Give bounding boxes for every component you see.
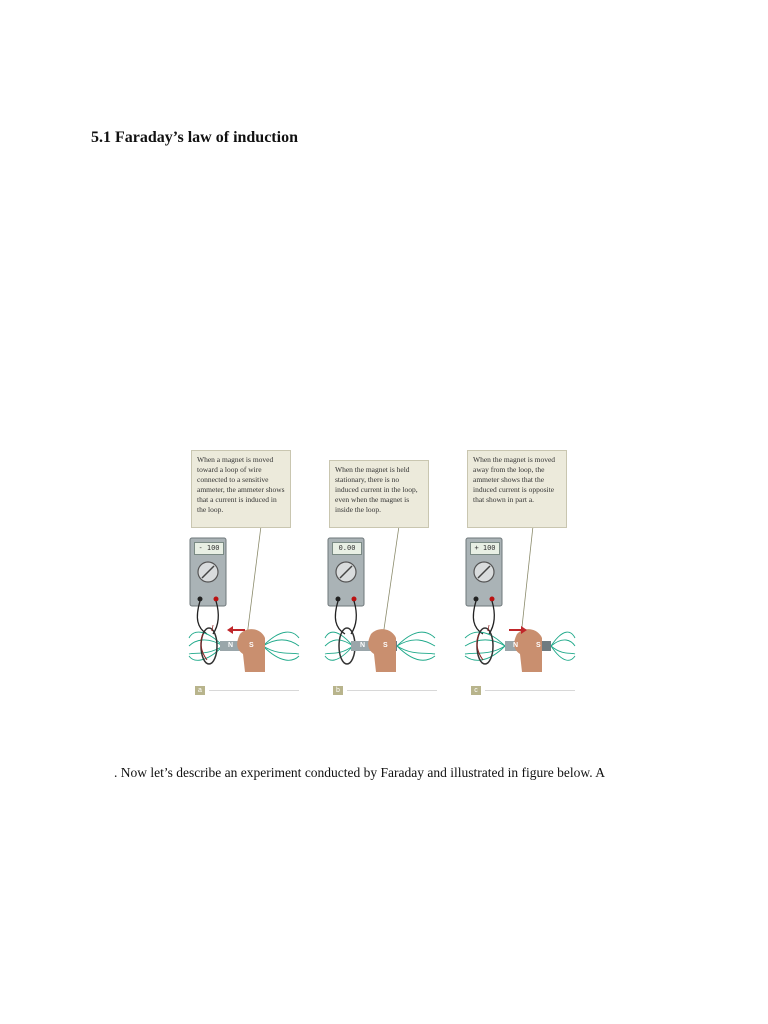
body-paragraph: . Now let’s describe an experiment conducted by Faraday and illustrated in figure below. A [114,765,605,780]
panel-c-north-pole: N [513,642,519,649]
panel-c-part-label: c [471,686,481,695]
faraday-figure [185,448,585,700]
figure-panel-a [185,448,309,700]
panel-b-callout: When the magnet is held stationary, there is no induced current in the loop, even when the magnet is inside the loop. [329,460,429,528]
panel-b-rule [347,690,437,691]
panel-c-meter-display: + 100 [470,542,500,555]
panel-a-current-label: I [211,624,214,633]
panel-b-north-pole: N [360,642,366,649]
panel-c-callout: When the magnet is moved away from the loop, the ammeter shows that the induced current is opposite that shown in part a. [467,450,567,528]
panel-b-south-pole: S [383,642,388,649]
section-heading: 5.1 Faraday’s law of induction [91,129,298,146]
figure-panel-c [461,448,585,700]
panel-a-north-pole: N [228,642,234,649]
panel-a-rule [209,690,299,691]
panel-c-south-pole: S [536,642,541,649]
panel-b-meter-display: 0.00 [332,542,362,555]
panel-c-rule [485,690,575,691]
panel-c-current-label: I [487,624,490,633]
panel-a-south-pole: S [249,642,254,649]
panel-a-meter-display: - 100 [194,542,224,555]
panel-a-part-label: a [195,686,205,695]
panel-a-callout: When a magnet is moved toward a loop of wire connected to a sensitive ammeter, the ammeter shows that a current is induced in the loop. [191,450,291,528]
panel-b-part-label: b [333,686,343,695]
figure-panel-b [323,448,447,700]
